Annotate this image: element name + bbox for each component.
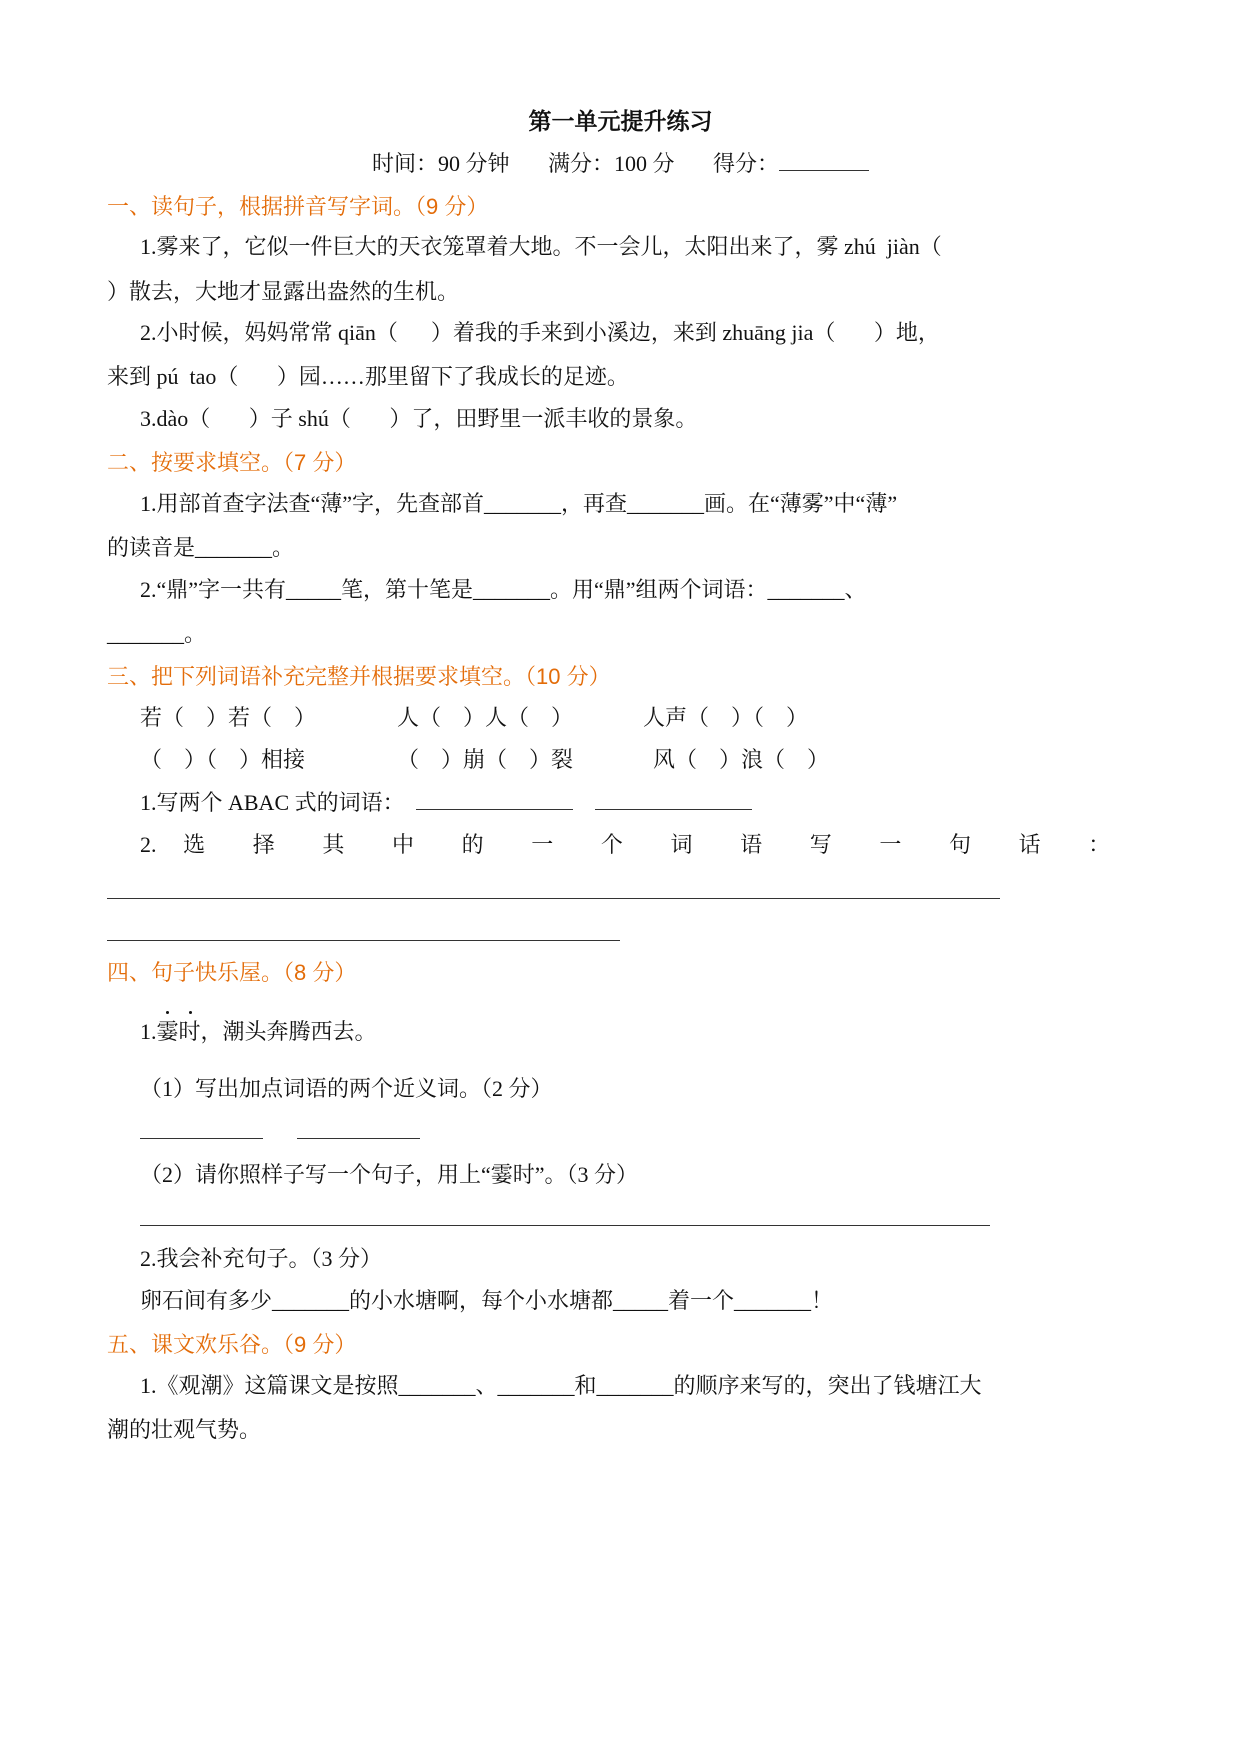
s1-line: 1.雾来了，它似一件巨大的天衣笼罩着大地。不一会儿，太阳出来了，雾 zhú jiàn（	[140, 234, 942, 259]
section-2-heading: 二、按要求填空。（7 分）	[107, 450, 357, 475]
s4-q1: 1.霎时，潮头奔腾西去。	[140, 1019, 377, 1044]
s1-line: 3.dào（ ）子 shú（ ）了，田野里一派丰收的景象。	[140, 406, 698, 431]
section-5-heading: 五、课文欢乐谷。（9 分）	[107, 1332, 357, 1357]
answer-line[interactable]	[140, 1225, 990, 1226]
q2-char: 一	[531, 832, 575, 857]
s1-line: 2.小时候，妈妈常常 qiān（ ）着我的手来到小溪边，来到 zhuāng jia（ ）地，	[140, 320, 940, 345]
s5-line: 1.《观潮》这篇课文是按照_______、_______和_______的顺序来写的，突出了钱塘江大	[140, 1373, 982, 1398]
s2-line: _______。	[107, 621, 207, 646]
s4-q2: 2.我会补充句子。（3 分）	[140, 1246, 383, 1271]
q2-char: 择	[252, 832, 296, 857]
time-limit: 时间：90 分钟	[371, 151, 510, 176]
q2-char: 个	[600, 832, 644, 857]
s3-word: 人（ ）人（ ）	[397, 705, 574, 730]
q2-char: 其	[322, 832, 366, 857]
q2-char: 一	[879, 832, 923, 857]
q2-char: ：	[1088, 832, 1111, 857]
section-3-heading: 三、把下列词语补充完整并根据要求填空。（10 分）	[107, 664, 611, 689]
s2-line: 1.用部首查字法查“薄”字，先查部首_______，再查_______画。在“薄雾”中“薄”	[140, 491, 898, 516]
full-score: 满分：100 分	[547, 151, 675, 176]
q2-char: 写	[809, 832, 853, 857]
emphasis-dot	[166, 1011, 169, 1014]
emphasis-dot	[189, 1011, 192, 1014]
q2-char: 句	[948, 832, 992, 857]
section-1-heading: 一、读句子，根据拼音写字词。（9 分）	[107, 194, 489, 219]
s1-line: 来到 pú tao（ ）园……那里留下了我成长的足迹。	[107, 364, 629, 389]
s3-q2	[140, 830, 1110, 860]
q2-char: 2.	[140, 832, 157, 857]
answer-line[interactable]	[297, 1138, 420, 1139]
s3-word: 风（ ）浪（ ）	[653, 747, 830, 772]
s3-word: （ ）（ ）相接	[140, 747, 306, 772]
exam-header	[0, 148, 1241, 179]
q2-char: 选	[183, 832, 227, 857]
s4-q1b: （2）请你照样子写一个句子，用上“霎时”。（3 分）	[140, 1162, 639, 1187]
answer-blank[interactable]	[416, 787, 573, 810]
s5-line: 潮的壮观气势。	[107, 1417, 262, 1442]
s3-q1-text: 1.写两个 ABAC 式的词语：	[140, 790, 405, 815]
s3-word: 若（ ）若（ ）	[140, 705, 317, 730]
score-blank[interactable]	[779, 148, 869, 171]
s4-q1a: （1）写出加点词语的两个近义词。（2 分）	[140, 1076, 553, 1101]
s3-q1	[140, 787, 752, 818]
answer-line[interactable]	[107, 940, 620, 941]
score-label: 得分：	[713, 151, 780, 176]
answer-line[interactable]	[107, 898, 1000, 899]
q2-char: 的	[461, 832, 505, 857]
q2-char: 话	[1018, 832, 1062, 857]
s3-word: 人声（ ）（ ）	[643, 705, 809, 730]
page-title: 第一单元提升练习	[528, 109, 713, 134]
s2-line: 的读音是_______。	[107, 535, 295, 560]
q2-char: 中	[391, 832, 435, 857]
q2-char: 语	[740, 832, 784, 857]
s2-line: 2.“鼎”字一共有_____笔，第十笔是_______。用“鼎”组两个词语：_______、	[140, 577, 867, 602]
answer-blank[interactable]	[595, 787, 752, 810]
s4-q2-line: 卵石间有多少_______的小水塘啊，每个小水塘都_____着一个_______！	[140, 1288, 834, 1313]
section-4-heading: 四、句子快乐屋。（8 分）	[107, 960, 357, 985]
answer-line[interactable]	[140, 1138, 263, 1139]
s3-word: （ ）崩（ ）裂	[397, 747, 574, 772]
s1-line: ）散去，大地才显露出盎然的生机。	[107, 279, 460, 304]
q2-char: 词	[670, 832, 714, 857]
